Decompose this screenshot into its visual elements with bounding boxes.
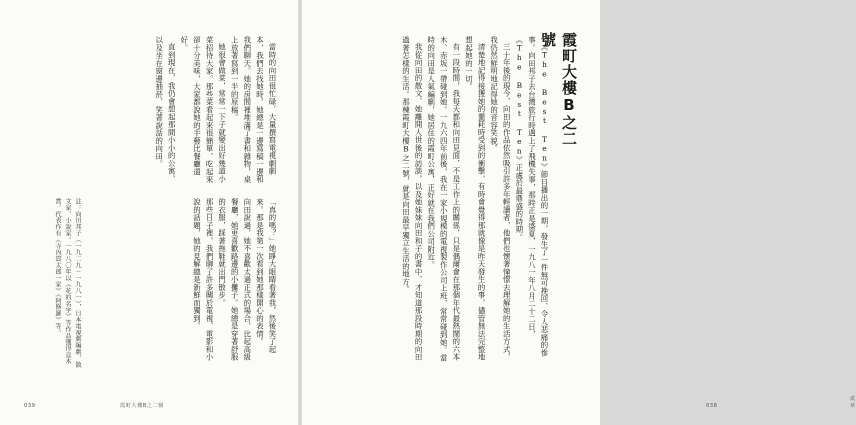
paragraph: 「真的嗎？」她睜大眼睛看著我，然後笑了起來。那是我第一次看到她那樣開心的表情。 [255, 198, 277, 353]
paragraph: 她很會做菜，常常一下子就變出好幾道小菜招待大家。那些菜看起來很簡單，吃起來卻十分美味，大家都說她的手藝比餐廳還好。 [179, 36, 227, 184]
paragraph: 有一段時間，我每天都和向田見面，不是工作上的關係，只是偶爾會在那個年代最熱鬧的六本木、赤坂一帶碰到她。一九六四年前後，我在一家小規模的電視製作公司上班，常常碰到她。當時的向田是人氣編劇，她居住的霞町公寓，正好就在我們公司附近。 [426, 36, 461, 362]
right-page [302, 0, 856, 425]
paragraph: 向田說過，她不喜歡太過正式的場合，比起高級餐廳，她更喜歡路邊的小攤子。她總是穿著舒服的衣服，踩著拖鞋就出門散步。 [217, 198, 252, 361]
paragraph: 清楚地記得接獲她的噩耗時受到的衝擊，有時會覺得那就像是昨天發生的事，儘管無法完整地想起她的一切。 [464, 36, 487, 362]
paragraph: 直到現在，我仍會想起那間小小的公寓，以及坐在窗邊抽菸、笑著說話的向田。 [154, 36, 177, 183]
running-header: 貳章 [850, 396, 856, 409]
chapter-title: 霞町大樓B之二號 [539, 32, 578, 147]
running-header: 霞町大樓B之二號 [120, 403, 164, 409]
paragraph: 我從向田的散文、她離開人世後的訪談，以及她妹妹向田和子的書中，才知道那段時期的向田過著怎樣的生活。那棟霞町大樓B之二號，就是向田最早獨立生活的地方。 [401, 36, 424, 362]
paragraph: 那些日子裡，我們聊了許多關於電視、電影和小說的話題，她的見解總是新鮮而獨到。 [192, 198, 215, 361]
footnotes: 註：向田邦子（一九二九－一九八一），日本電視劇編劇、散文家、小說家。一九八〇年以《花的名字》等作品獲得直木賞。代表作有《寺內貫太郎一家》《阿修羅》等。 [54, 198, 81, 368]
paragraph: 《The Best Ten》節目播出的一期，發生了一件無可挽回、令人悲痛的慘事。向田邦子去台灣旅行時遇上了飛機失事，那時正是盛夏，一九八一年八月二十二日，《The Best Ten》正處於最鼎盛的時期。 [514, 36, 549, 358]
page-number: 039 [24, 403, 36, 409]
page-number: 038 [706, 403, 718, 409]
left-body-text [16, 36, 278, 188]
paragraph: 三十年後的現今，向田的作品依然吸引許多年輕讀者，他們也懷著憧憬去理解她的生活方式，我仍然鮮明地記得她的音容笑貌。 [489, 36, 512, 362]
left-page [0, 0, 298, 425]
right-body-text [332, 36, 550, 368]
paragraph: 當時的向田很忙碌，大量撰寫電視劇劇本，我們去找她時，她總是一邊寫稿一邊和我們聊天。她的房間裡堆滿了書和雜物，桌上放著寫到一半的原稿。 [230, 36, 277, 184]
